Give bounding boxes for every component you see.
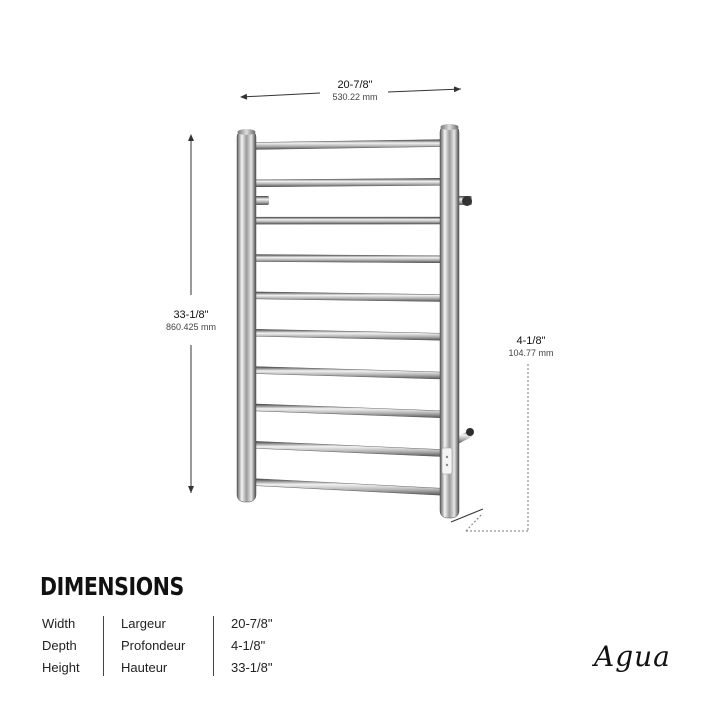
brand-logo: Agua [594, 640, 671, 673]
spec-label-en: Width [42, 616, 76, 631]
spec-value: 20-7/8" [231, 616, 273, 631]
wall-mount-upper-right [458, 196, 472, 206]
towel-bar [252, 329, 446, 340]
towel-bar [252, 367, 446, 380]
width-arrow-right [388, 89, 461, 92]
wall-mount-upper-left [255, 196, 269, 205]
spec-label-en: Height [42, 660, 80, 675]
towel-bars [252, 140, 446, 496]
column-divider-1 [103, 616, 104, 676]
spec-label-fr: Profondeur [121, 638, 186, 653]
depth-guide-diagonal [466, 514, 482, 531]
spec-label-fr: Hauteur [121, 660, 168, 675]
height-label: 33-1/8" [173, 309, 209, 321]
spec-title: DIMENSIONS [40, 572, 184, 601]
towel-bar [252, 178, 446, 187]
left-post [237, 129, 256, 502]
towel-bar [252, 217, 446, 224]
column-divider-2 [213, 616, 214, 676]
height-dimension [166, 135, 216, 493]
towel-rack [237, 124, 474, 518]
width-arrow-left [241, 93, 320, 97]
towel-bar [252, 255, 446, 263]
towel-bar [252, 140, 446, 150]
depth-metric: 104.77 mm [508, 348, 554, 358]
spec-label-fr: Largeur [121, 616, 166, 631]
towel-bar [252, 479, 446, 496]
towel-bar [252, 441, 446, 457]
width-label: 20-7/8" [337, 79, 373, 91]
height-metric: 860.425 mm [165, 322, 217, 332]
towel-bar [252, 404, 446, 418]
spec-value: 4-1/8" [231, 638, 266, 653]
spec-value: 33-1/8" [231, 660, 273, 675]
spec-label-en: Depth [42, 638, 77, 653]
towel-bar [252, 292, 446, 302]
depth-label: 4-1/8" [516, 335, 546, 347]
power-switch [442, 448, 452, 474]
width-metric: 530.22 mm [332, 92, 378, 102]
width-dimension [241, 79, 461, 102]
